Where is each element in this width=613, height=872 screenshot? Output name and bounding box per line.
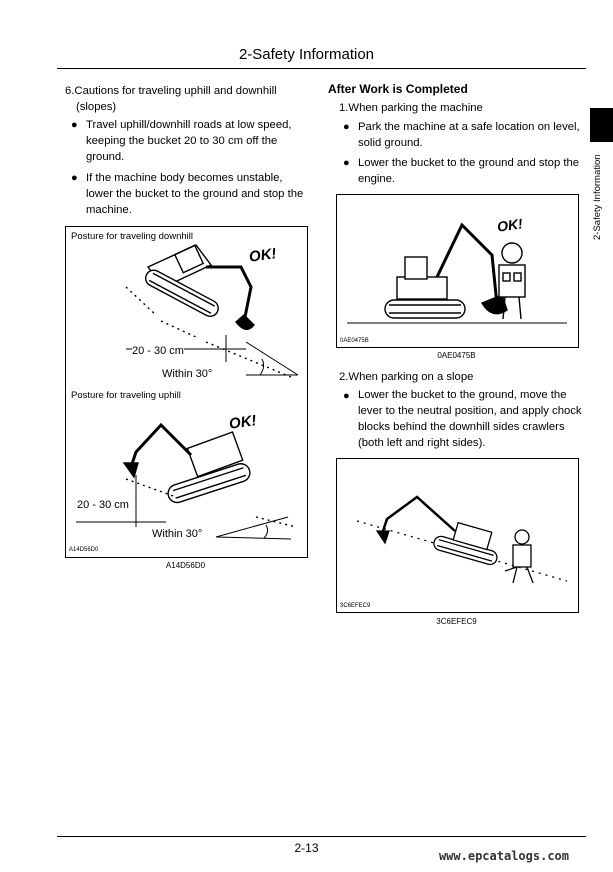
bullet-line: Lower the bucket to the ground and stop the [358,157,580,169]
bullet-line: Lower the bucket to the ground, move the [358,389,567,401]
figure-caption: 0AE0475B [437,351,476,360]
slope-travel-figure [65,226,308,558]
bullet-line: blocks behind the downhill sides crawlers [358,421,565,433]
figure-code: 0AE0475B [340,338,369,344]
bullet-line: Park the machine at a safe location on level, [358,121,580,133]
bullet-line: (both left and right sides). [358,437,486,449]
ok-callout: OK! [227,412,258,433]
bullet-line: ground. [86,151,125,163]
bullet-line: solid ground. [358,137,423,149]
slope-parking-illustration [337,459,578,612]
footer-rule [57,836,586,837]
section-heading-cont: (slopes) [76,101,117,113]
ok-callout: OK! [247,245,278,266]
figure-code: 3C6EFEC9 [340,603,371,609]
bullet-icon: ● [71,119,78,131]
header-rule [57,68,586,69]
subsection-heading: 1.When parking the machine [339,102,483,114]
watermark: www.epcatalogs.com [438,849,569,863]
page-number: 2-13 [294,841,319,855]
bullet-line: lower the bucket to the ground and stop the [86,188,304,200]
parking-slope-figure [336,458,579,613]
subsection-heading: 2.When parking on a slope [339,371,474,383]
bullet-line: lever to the neutral position, and apply chock [358,405,582,417]
figure-code: A14D56D0 [69,547,99,553]
figure-caption: 3C6EFEC9 [436,617,477,626]
slope-angle-label: Within 30° [162,368,213,380]
section-heading: 6.Cautions for traveling uphill and downhill [65,85,277,97]
parking-level-figure [336,194,579,348]
bullet-icon: ● [71,172,78,184]
bullet-icon: ● [343,390,350,402]
bullet-line: keeping the bucket 20 to 30 cm off the [86,135,278,147]
ok-callout: OK! [496,215,524,235]
parking-illustration [337,195,578,347]
bullet-icon: ● [343,121,350,133]
slope-angle-label: Within 30° [152,528,203,540]
section-tab-marker [590,108,613,142]
bullet-line: engine. [358,173,396,185]
page-header-title: 2-Safety Information [238,46,375,63]
figure-caption: A14D56D0 [165,561,206,570]
bullet-line: machine. [86,204,132,216]
section-heading: After Work is Completed [328,82,468,96]
bucket-clearance-label: 20 - 30 cm [77,499,129,511]
uphill-label: Posture for traveling uphill [71,390,181,401]
bucket-clearance-label: 20 - 30 cm [132,345,184,357]
bullet-icon: ● [343,157,350,169]
bullet-line: Travel uphill/downhill roads at low speed, [86,119,292,131]
bullet-line: If the machine body becomes unstable, [86,172,283,184]
downhill-label: Posture for traveling downhill [71,231,193,242]
section-tab-label: 2-Safety Information [592,154,603,240]
